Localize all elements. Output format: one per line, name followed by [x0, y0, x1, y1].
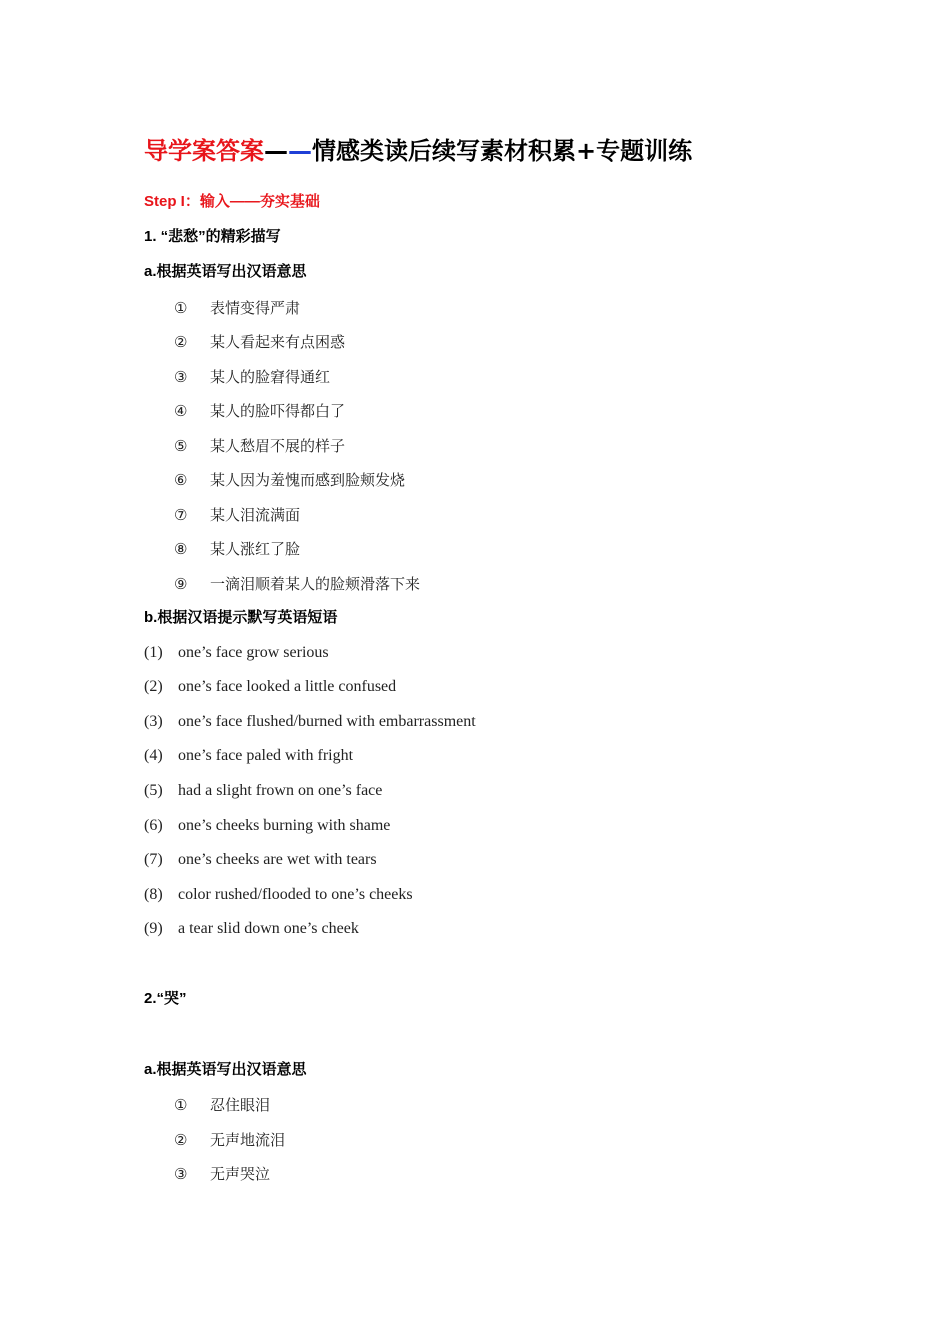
- list-item: [174, 396, 345, 426]
- item-number: ⑧: [174, 540, 188, 558]
- item-text: 一滴泪顺着某人的脸颊滑落下来: [210, 575, 421, 593]
- item-number: ⑦: [174, 506, 188, 524]
- list-item: [174, 327, 345, 357]
- item-number: ③: [174, 1165, 188, 1183]
- item-number: ②: [174, 333, 188, 351]
- list-item: [174, 293, 300, 323]
- item-number: ⑤: [174, 437, 188, 455]
- item-text: 无声哭泣: [210, 1165, 271, 1183]
- phrase-item: [144, 741, 353, 771]
- item-text: 某人泪流满面: [210, 506, 301, 524]
- item-text: one’s cheeks burning with shame: [178, 817, 391, 834]
- item-text: one’s face flushed/burned with embarrassment: [178, 713, 476, 730]
- item-number: ①: [174, 1096, 188, 1114]
- item-text: 某人的脸窘得通红: [210, 368, 331, 386]
- item-text: one’s cheeks are wet with tears: [178, 851, 377, 868]
- item-number: (5): [144, 782, 163, 799]
- item-text: 无声地流泪: [210, 1131, 286, 1149]
- list-item: [174, 534, 300, 564]
- phrase-item: [144, 672, 396, 702]
- item-number: (8): [144, 886, 163, 903]
- item-text: 某人愁眉不展的样子: [210, 437, 346, 455]
- list-item: [174, 1125, 285, 1155]
- list-item: [174, 1090, 270, 1120]
- section-1a-heading: a.根据英语写出汉语意思: [144, 263, 307, 280]
- item-number: (2): [144, 678, 163, 695]
- item-text: 表情变得严肃: [210, 299, 301, 317]
- item-number: ③: [174, 368, 188, 386]
- item-number: ⑨: [174, 575, 188, 593]
- phrase-item: [144, 707, 476, 737]
- item-text: 某人因为羞愧而感到脸颊发烧: [210, 471, 406, 489]
- page-title: [144, 132, 692, 170]
- list-item: [174, 1159, 270, 1189]
- list-item: [174, 500, 300, 530]
- item-number: ⑥: [174, 471, 188, 489]
- section-2-heading: 2.“哭”: [144, 990, 187, 1007]
- item-number: (9): [144, 920, 163, 937]
- phrase-item: [144, 845, 377, 875]
- item-text: one’s face looked a little confused: [178, 678, 397, 695]
- list-item: [174, 465, 405, 495]
- title-dash-black: —: [264, 137, 288, 165]
- phrase-item: [144, 811, 390, 841]
- section-1b-heading: b.根据汉语提示默写英语短语: [144, 609, 338, 626]
- phrase-item: [144, 776, 382, 806]
- title-answer-prefix: 导学案答案: [144, 137, 264, 165]
- item-text: color rushed/flooded to one’s cheeks: [178, 886, 413, 903]
- item-text: 某人涨红了脸: [210, 540, 301, 558]
- item-number: (7): [144, 851, 163, 868]
- item-number: (6): [144, 817, 163, 834]
- list-item: [174, 362, 330, 392]
- item-text: a tear slid down one’s cheek: [178, 920, 359, 937]
- item-text: 某人看起来有点困惑: [210, 333, 346, 351]
- phrase-item: [144, 880, 413, 910]
- list-item: [174, 569, 420, 599]
- item-number: ④: [174, 402, 188, 420]
- section-2a-heading: a.根据英语写出汉语意思: [144, 1061, 307, 1078]
- section-1-heading: 1. “悲愁”的精彩描写: [144, 228, 281, 245]
- title-topic: 情感类读后续写素材积累+专题训练: [312, 137, 693, 165]
- item-number: ②: [174, 1131, 188, 1149]
- title-dash-blue: —: [288, 137, 312, 165]
- phrase-item: [144, 914, 359, 944]
- item-number: (4): [144, 747, 163, 764]
- item-text: 某人的脸吓得都白了: [210, 402, 346, 420]
- item-text: had a slight frown on one’s face: [178, 782, 383, 799]
- item-text: 忍住眼泪: [210, 1096, 271, 1114]
- list-item: [174, 431, 345, 461]
- item-number: ①: [174, 299, 188, 317]
- item-text: one’s face paled with fright: [178, 747, 354, 764]
- phrase-item: [144, 638, 329, 668]
- item-number: (3): [144, 713, 163, 730]
- item-text: one’s face grow serious: [178, 644, 329, 661]
- item-number: (1): [144, 644, 163, 661]
- step-heading: Step I：输入——夯实基础: [144, 193, 320, 210]
